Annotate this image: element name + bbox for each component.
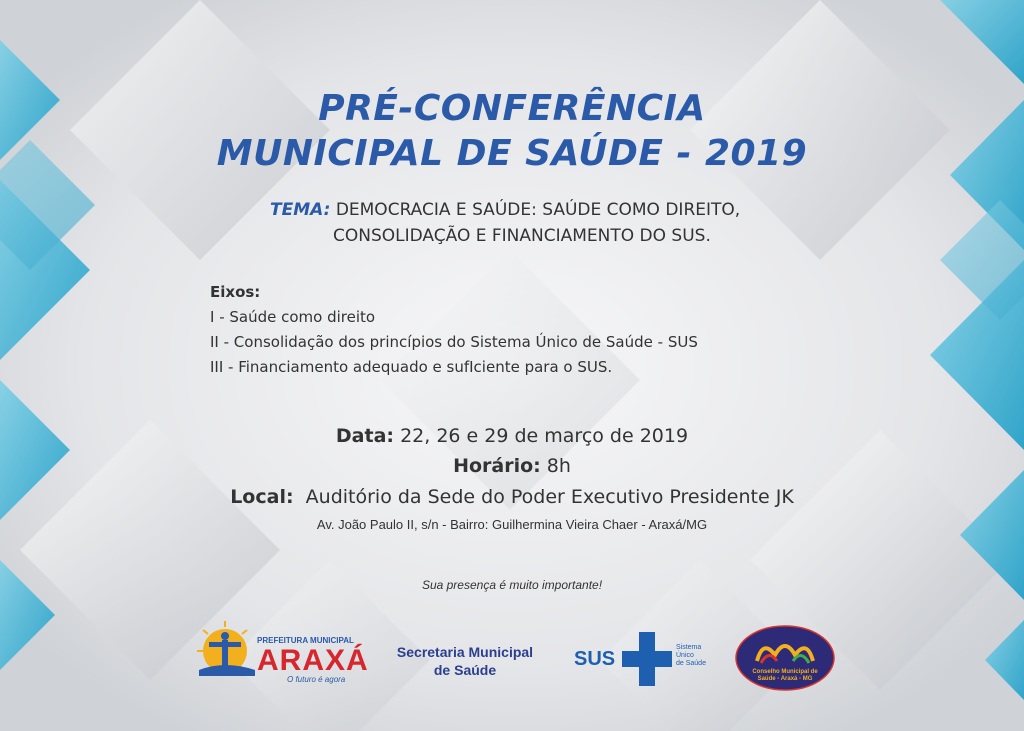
date-value: 22, 26 e 29 de março de 2019 (400, 425, 689, 447)
eixo-item-1: I - Saúde como direito (210, 308, 376, 326)
sus-cross-icon (622, 632, 672, 686)
tema-label: TEMA: (270, 200, 331, 220)
conselho-logo (735, 625, 835, 691)
event-place (0, 486, 1024, 508)
conselho-line-1: Conselho Municipal de (752, 669, 818, 675)
time-value: 8h (546, 455, 571, 477)
event-address: Av. João Paulo II, s/n - Bairro: Guilhermina Vieira Chaer - Araxá/MG (316, 517, 708, 532)
sus-line-1: Sistema (676, 644, 702, 651)
secretaria-logo (385, 643, 545, 679)
title-line-1: PRÉ-CONFERÊNCIA (318, 88, 706, 129)
event-time (0, 455, 1024, 477)
prefeitura-araxa-logo (195, 618, 369, 688)
prefeitura-slogan: O futuro é agora (287, 675, 346, 684)
sus-line-2: Único (676, 652, 694, 659)
title-line-2: MUNICIPAL DE SAÚDE - 2019 (216, 133, 808, 174)
secretaria-line-2: de Saúde (433, 662, 497, 678)
sus-subtitle (676, 644, 706, 668)
conselho-text (735, 669, 835, 683)
date-label: Data: (335, 425, 395, 447)
sus-logo (574, 630, 714, 690)
tema-line-2: CONSOLIDAÇÃO E FINANCIAMENTO DO SUS. (333, 226, 711, 246)
eixos-heading: Eixos: (210, 283, 261, 301)
time-label: Horário: (453, 455, 541, 477)
place-label: Local: (230, 486, 294, 508)
sus-name: SUS (574, 648, 616, 670)
presence-note: Sua presença é muito importante! (421, 578, 603, 592)
secretaria-line-1: Secretaria Municipal (396, 644, 534, 660)
event-date (0, 425, 1024, 447)
sus-line-3: de Saúde (676, 660, 706, 667)
tema-line-1 (270, 200, 740, 220)
prefeitura-top: PREFEITURA MUNICIPAL (257, 636, 354, 645)
prefeitura-name: ARAXÁ (257, 644, 369, 677)
tema-text-1: DEMOCRACIA E SAÚDE: SAÚDE COMO DIREITO, (335, 200, 741, 220)
eixos-list (210, 280, 698, 380)
conselho-line-2: Saúde - Araxá - MG (757, 676, 813, 682)
place-value: Auditório da Sede do Poder Executivo Presidente JK (305, 486, 794, 508)
eixo-item-3: III - Financiamento adequado e sufIciente para o SUS. (210, 358, 613, 376)
eixo-item-2: II - Consolidação dos princípios do Sistema Único de Saúde - SUS (210, 333, 698, 351)
